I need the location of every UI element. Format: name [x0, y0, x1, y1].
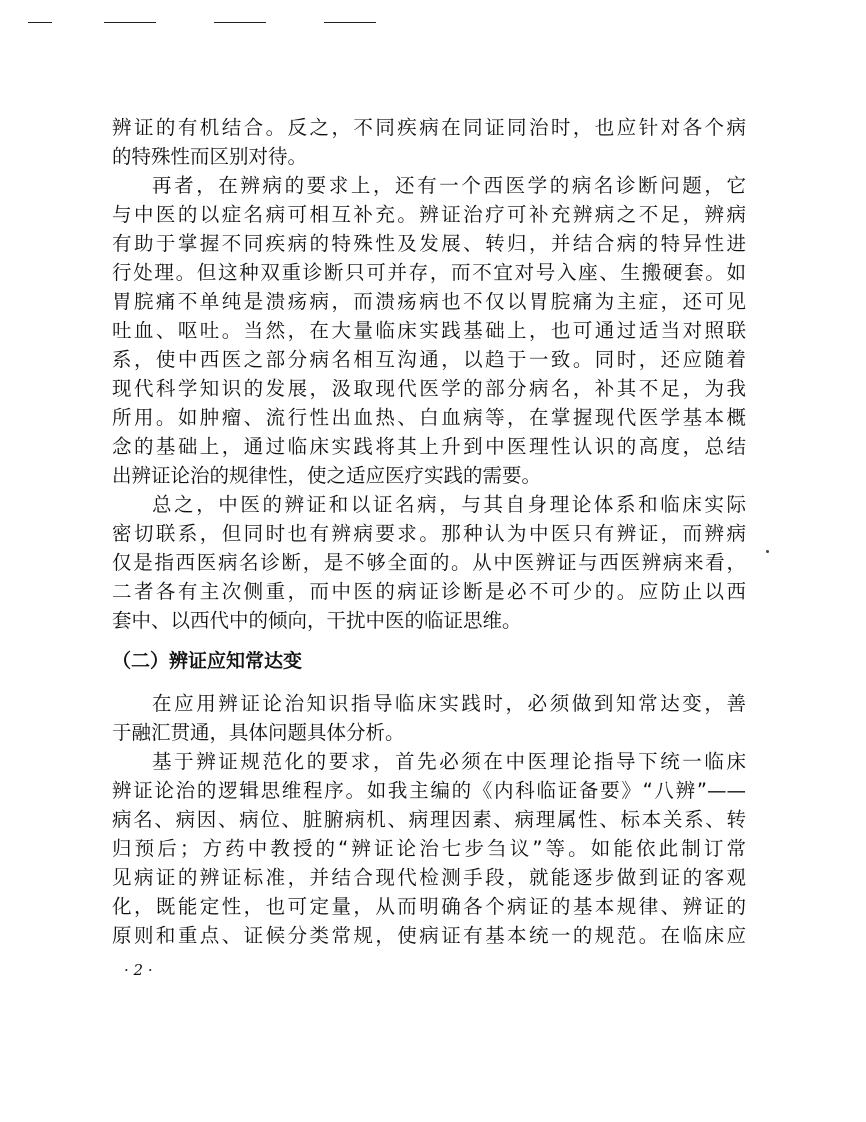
page-number: · 2 ·: [124, 961, 153, 979]
text-line: 归预后；方药中教授的“辨证论治七步刍议”等。如能依此制订常: [112, 837, 746, 860]
text-line: 所用。如肿瘤、流行性出血热、白血病等，在掌握现代医学基本概: [112, 406, 746, 429]
text-line: 总之，中医的辨证和以证名病，与其自身理论体系和临床实际: [152, 493, 746, 516]
text-line: 再者，在辨病的要求上，还有一个西医学的病名诊断问题，它: [152, 174, 746, 197]
paragraph: [112, 490, 746, 635]
paragraph: [112, 689, 746, 747]
text-line: 吐血、呕吐。当然，在大量临床实践基础上，也可通过适当对照联: [112, 319, 746, 342]
text-line: 见病证的辨证标准，并结合现代检测手段，就能逐步做到证的客观: [112, 866, 746, 889]
scan-speck: [766, 550, 769, 553]
paragraph: [112, 747, 746, 950]
text-line: 仅是指西医病名诊断，是不够全面的。从中医辨证与西医辨病来看，: [112, 551, 746, 574]
text-line: 密切联系，但同时也有辨病要求。那种认为中医只有辨证，而辨病: [112, 522, 746, 545]
text-line: 二者各有主次侧重，而中医的病证诊断是必不可少的。应防止以西: [112, 580, 746, 603]
text-line: 基于辨证规范化的要求，首先必须在中医理论指导下统一临床: [152, 750, 746, 773]
text-line: 现代科学知识的发展，汲取现代医学的部分病名，补其不足，为我: [112, 377, 746, 400]
paragraph: [112, 113, 746, 171]
header-rule: [324, 22, 376, 23]
text-line: 出辨证论治的规律性，使之适应医疗实践的需要。: [112, 464, 542, 487]
text-line: 与中医的以症名病可相互补充。辨证治疗可补充辨病之不足，辨病: [112, 203, 746, 226]
text-line: 化，既能定性，也可定量，从而明确各个病证的基本规律、辨证的: [112, 895, 746, 918]
text-line: 病名、病因、病位、脏腑病机、病理因素、病理属性、标本关系、转: [112, 808, 746, 831]
text-line: 有助于掌握不同疾病的特殊性及发展、转归，并结合病的特异性进: [112, 232, 746, 255]
header-rule: [28, 22, 52, 23]
text-line: 系，使中西医之部分病名相互沟通，以趋于一致。同时，还应随着: [112, 348, 746, 371]
text-line: 辨证的有机结合。反之，不同疾病在同证同治时，也应针对各个病: [112, 116, 746, 139]
text-line: 原则和重点、证候分类常规，使病证有基本统一的规范。在临床应: [112, 924, 746, 947]
text-line: 于融汇贯通，具体问题具体分析。: [112, 721, 405, 744]
text-line: 的特殊性而区别对待。: [112, 145, 308, 168]
paragraph: [112, 171, 746, 490]
text-line: 行处理。但这种双重诊断只可并存，而不宜对号入座、生搬硬套。如: [112, 261, 746, 284]
header-rule: [104, 22, 156, 23]
text-line: 在应用辨证论治知识指导临床实践时，必须做到知常达变，善: [152, 692, 746, 715]
text-line: 胃脘痛不单纯是溃疡病，而溃疡病也不仅以胃脘痛为主症，还可见: [112, 290, 746, 313]
page-body: [112, 113, 746, 985]
text-line: 辨证论治的逻辑思维程序。如我主编的《内科临证备要》“八辨”——: [112, 779, 746, 802]
header-rule: [214, 22, 266, 23]
section-heading: （二）辨证应知常达变: [112, 650, 303, 672]
text-line: 念的基础上，通过临床实践将其上升到中医理性认识的高度，总结: [112, 435, 746, 458]
text-line: 套中、以西代中的倾向，干扰中医的临证思维。: [112, 609, 522, 632]
